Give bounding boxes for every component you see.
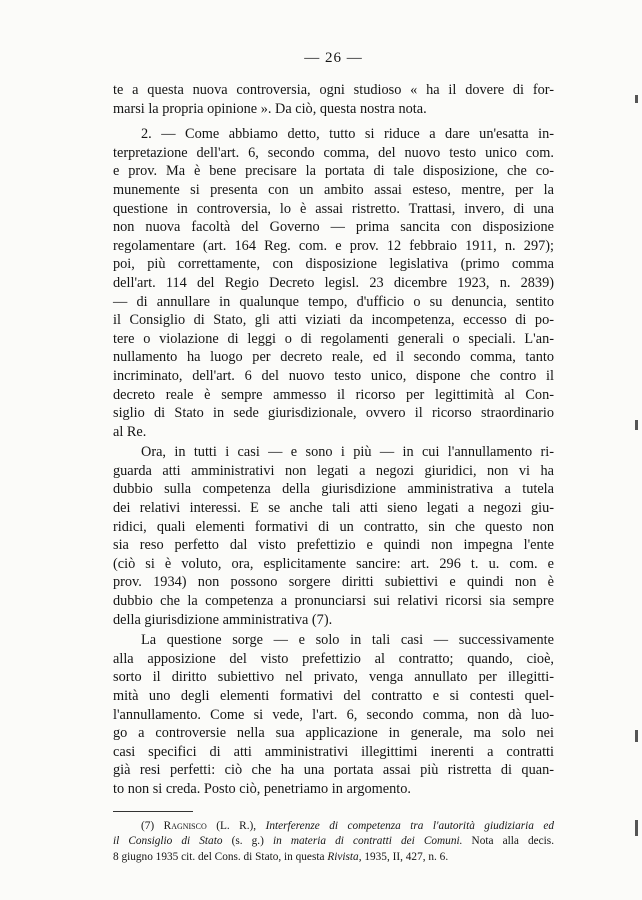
footnote-journal: Rivista, bbox=[327, 850, 362, 863]
text-line: terpretazione dell'art. 6, secondo comma, del nuovo testo unico com. bbox=[113, 144, 554, 161]
scan-mark bbox=[635, 730, 638, 742]
text-line: guarda atti amministrativi non legati a negozi giuridici, non vi ha bbox=[113, 462, 554, 479]
footnote-ref-abbr: (s. g.) bbox=[231, 835, 264, 848]
footnote-line bbox=[113, 834, 554, 850]
text-line: marsi la propria opinione ». Da ciò, questa nostra nota. bbox=[113, 100, 427, 117]
text-line: La questione sorge — e solo in tali casi — successivamente bbox=[141, 632, 554, 649]
text-line: 2. — Come abbiamo detto, tutto si riduce a dare un'esatta in- bbox=[141, 126, 554, 143]
footnote-author: Ragnisco bbox=[163, 819, 207, 832]
paragraph-1 bbox=[113, 81, 554, 118]
text-line: mità uno degli elementi formativi del contratto e si contesti quel- bbox=[113, 688, 554, 704]
text-line: regolamentare (art. 164 Reg. com. e prov. 12 febbraio 1911, n. 297); bbox=[113, 237, 554, 254]
text-line: te a questa nuova controversia, ogni studioso « ha il dovere di for- bbox=[113, 82, 554, 98]
text-line: sia reso perfetto dal visto prefettizio e quindi non impegna l'ente bbox=[113, 537, 554, 554]
text-line: il Consiglio di Stato, gli atti viziati da incompetenza, eccesso di po- bbox=[113, 312, 554, 329]
text-line: e prov. Ma è bene precisare la portata di tale disposizione, che co- bbox=[113, 163, 554, 180]
text-line: Ora, in tutti i casi — e sono i più — in cui l'annullamento ri- bbox=[141, 444, 554, 461]
scan-mark bbox=[635, 420, 638, 430]
text-line: go a controversie nella sua applicazione in generale, ma solo nei bbox=[113, 725, 554, 742]
paragraph-2 bbox=[113, 125, 554, 441]
text-line: poi, più correttamente, con disposizione legislativa (primo comma bbox=[113, 256, 554, 273]
text-line: al Re. bbox=[113, 423, 147, 440]
text-line: decreto reale è sempre ammesso il ricorso per legittimità al Con- bbox=[113, 386, 554, 403]
footnote-line3-end: 1935, II, 427, n. 6. bbox=[364, 850, 449, 863]
footnote-number: (7) bbox=[141, 819, 155, 832]
text-line: prov. 1934) non possono sorgere diritti subiettivi e quindi non è bbox=[113, 574, 554, 591]
text-line: questione in controversia, lo è assai ristretto. Trattasi, invero, di una bbox=[113, 200, 554, 217]
text-line: nullamento ha luogo per decreto reale, ed il secondo comma, tanto bbox=[113, 349, 554, 366]
scan-mark bbox=[635, 95, 638, 103]
text-line: l'annullamento. Come si vede, l'art. 6, secondo comma, non dà luo- bbox=[113, 706, 554, 723]
text-line: ridici, quali elementi formativi di un contratto, sin che questo non bbox=[113, 518, 554, 535]
footnote-subject: in materia di contratti dei Comuni. bbox=[272, 835, 463, 848]
paragraph-4 bbox=[113, 631, 554, 798]
footnote-line3-start: 8 giugno 1935 cit. del Cons. di Stato, in questa bbox=[113, 850, 325, 863]
text-line: sorto il diritto subiettivo nel privato, venga annullato per illegitti- bbox=[113, 669, 554, 686]
document-page bbox=[113, 50, 554, 865]
footnote-line bbox=[113, 850, 554, 866]
text-line: (ciò si è voluto, ora, esplicitamente sancire: art. 296 t. u. com. e bbox=[113, 555, 554, 572]
text-line: incriminato, dell'art. 6 del nuovo testo unico, dispone che contro il bbox=[113, 367, 554, 384]
text-line: to non si creda. Posto ciò, penetriamo in argomento. bbox=[113, 780, 411, 797]
footnote-line bbox=[113, 819, 554, 835]
scan-edge bbox=[622, 0, 642, 900]
footnote-author-initials: (L. R.), bbox=[216, 819, 257, 832]
paragraph-3 bbox=[113, 443, 554, 629]
page-number: — 26 — bbox=[304, 50, 363, 66]
text-line: già resi perfetti: ciò che ha una portata assai più ristretta di quan- bbox=[113, 762, 554, 779]
text-line: alla apposizione del visto prefettizio al contratto; quando, cioè, bbox=[113, 650, 554, 667]
text-line: munemente si presenta con un ambito assai esteso, mentre, per la bbox=[113, 181, 554, 198]
footnote-title-cont: il Consiglio di Stato bbox=[113, 835, 223, 848]
text-line: siglio di Stato in sede giurisdizionale, ovvero il ricorso straordinario bbox=[113, 405, 554, 422]
footnote-title: Interferenze di competenza tra l'autorità giudiziaria ed bbox=[265, 819, 555, 832]
text-line: della giurisdizione amministrativa (7). bbox=[113, 611, 333, 628]
text-line: casi specifici di atti amministrativi illegittimi inerenti a contratti bbox=[113, 743, 554, 760]
footnote bbox=[113, 819, 554, 866]
text-line: dubbio sulla competenza della giurisdizione amministrativa a tutela bbox=[113, 481, 554, 498]
text-line: — di annullare in qualunque tempo, d'ufficio o su denuncia, sentito bbox=[113, 293, 554, 310]
text-line: dei relativi interessi. E se anche tali atti sieno legati a negozi giu- bbox=[113, 500, 554, 517]
text-line: non nuova facoltà del Governo — prima sancita con disposizione bbox=[113, 219, 554, 236]
footnote-divider bbox=[113, 811, 193, 812]
footnote-note-start: Nota alla decis. bbox=[471, 835, 555, 848]
text-line: tere o violazione di leggi o di regolamenti generali o speciali. L'an- bbox=[113, 330, 554, 347]
text-line: dell'art. 114 del Regio Decreto legisl. 23 dicembre 1923, n. 2839) bbox=[113, 274, 554, 291]
text-line: dubbio che la competenza a pronunciarsi sui relativi ricorsi sia sempre bbox=[113, 593, 554, 610]
scan-mark bbox=[635, 820, 638, 836]
